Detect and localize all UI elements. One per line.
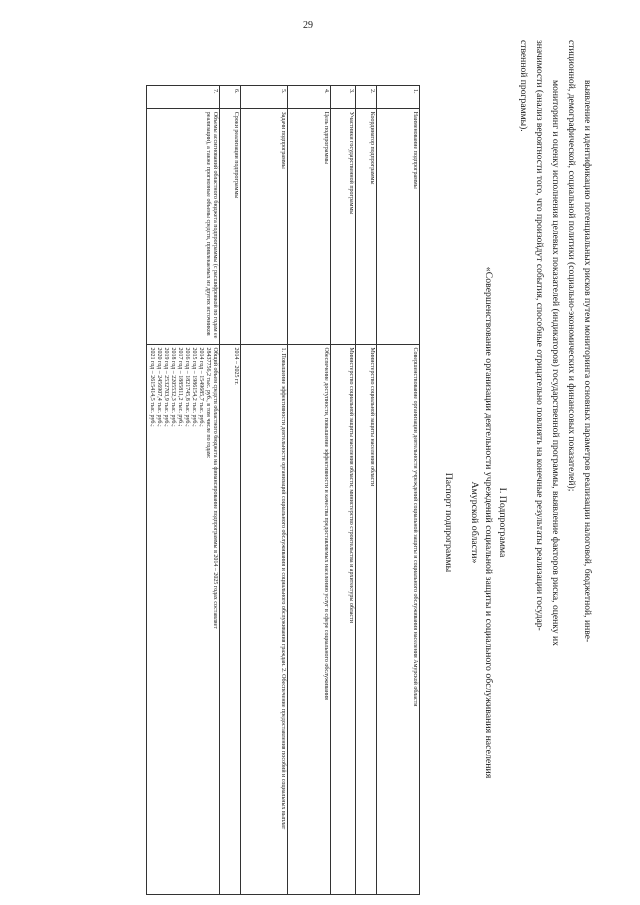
row-number: 7.: [147, 86, 220, 109]
row-number: 6.: [220, 86, 241, 109]
page-number: 29: [303, 20, 313, 31]
financing-line: 2016 год – 1821745,8 тыс. руб.;: [184, 347, 190, 427]
intro-line: ственной программы).: [518, 40, 529, 132]
passport-heading: Паспорт подпрограммы: [443, 472, 454, 573]
financing-line: 2015 год – 1986154,2 тыс. руб.;: [191, 347, 197, 427]
row-value: 2014 – 2025 гг.: [220, 344, 241, 894]
subprogram-heading: I. Подпрограмма: [497, 487, 508, 558]
intro-line: стиционной, демографической, социальной политики (социально-экономических и финансовых показателей);: [566, 40, 577, 492]
row-value: Совершенствование организации деятельности учреждений социальной защиты и социального обслуживания населения Амурской области: [377, 344, 420, 894]
row-label: Задачи подпрограммы: [241, 108, 288, 344]
financing-line: 2021 год – 2615414,5 тыс. руб.;: [149, 347, 155, 427]
row-label: Сроки реализации подпрограммы: [220, 108, 241, 344]
table-row: [377, 86, 420, 895]
intro-line: выявление и идентификацию потенциальных рисков путем мониторинга основных параметров реализации налоговой, бюджетной, инве-: [582, 80, 593, 643]
subprogram-title-line1: «Совершенствование организации деятельности учреждений социальной защиты и социального обслуживания населения: [483, 266, 494, 779]
financing-line: 2018 год – 2205532,3 тыс. руб.;: [170, 347, 176, 427]
row-number: 4.: [288, 86, 331, 109]
row-number: 3.: [331, 86, 356, 109]
row-value-financing: [147, 344, 220, 894]
table-row: [356, 86, 377, 895]
row-value: Министерство социальной защиты населения области; министерство строительства и архитектуры области: [331, 344, 356, 894]
row-number: 1.: [377, 86, 420, 109]
rotated-document-body: [100, 20, 620, 905]
financing-line: 2019 год – 2532703,9 тыс. руб.;: [163, 347, 169, 427]
financing-line: 28437756,2 тыс. руб., в том числе по годам:: [205, 347, 211, 459]
table-row: [331, 86, 356, 895]
intro-line: значимости (анализ вероятности того, что произойдут события, способные отрицательно повлиять на конечные результаты реализации государ-: [534, 40, 545, 631]
row-number: 5.: [241, 86, 288, 109]
passport-table: [146, 85, 420, 895]
table-row: [220, 86, 241, 895]
row-value: Министерство социальной защиты населения области: [356, 344, 377, 894]
financing-line: 2020 год – 2456907,4 тыс. руб.;: [156, 347, 162, 427]
table-row: [147, 86, 220, 895]
subprogram-title-line2: Амурской области»: [469, 481, 480, 564]
row-value: Обеспечение доступности, повышение эффективности и качества предоставляемых населению услуг в сфере социального обслуживания: [288, 344, 331, 894]
row-number: 2.: [356, 86, 377, 109]
financing-line: 2017 год – 1885811,2 тыс. руб.;: [177, 347, 183, 427]
row-label: Цель подпрограммы: [288, 108, 331, 344]
row-label: Объемы ассигнований областного бюджета подпрограммы (с расшифровкой по годам ее реализации), а также прогнозные объемы средств, привлекаемых из других источников: [147, 108, 220, 344]
row-label: Координатор подпрограммы: [356, 108, 377, 344]
row-label: Участники государственной программы: [331, 108, 356, 344]
row-value: 1. Повышение эффективности деятельности организаций социального обслуживания и социального обслуживания граждан. 2. Обеспечение предоставления пособий и социальных выплат: [241, 344, 288, 894]
table-row: [241, 86, 288, 895]
table-row: [288, 86, 331, 895]
row-label: Наименование подпрограммы: [377, 108, 420, 344]
financing-line: Общий объем средств областного бюджета на финансирование подпрограммы в 2014 – 2025 годах составляет: [212, 347, 218, 629]
intro-line: мониторинг и оценку исполнения целевых показателей (индикаторов) государственной программы, выявление факторов риска, оценку их: [550, 80, 561, 646]
financing-line: 2014 год – 1549685,7 тыс. руб.;: [198, 347, 204, 427]
